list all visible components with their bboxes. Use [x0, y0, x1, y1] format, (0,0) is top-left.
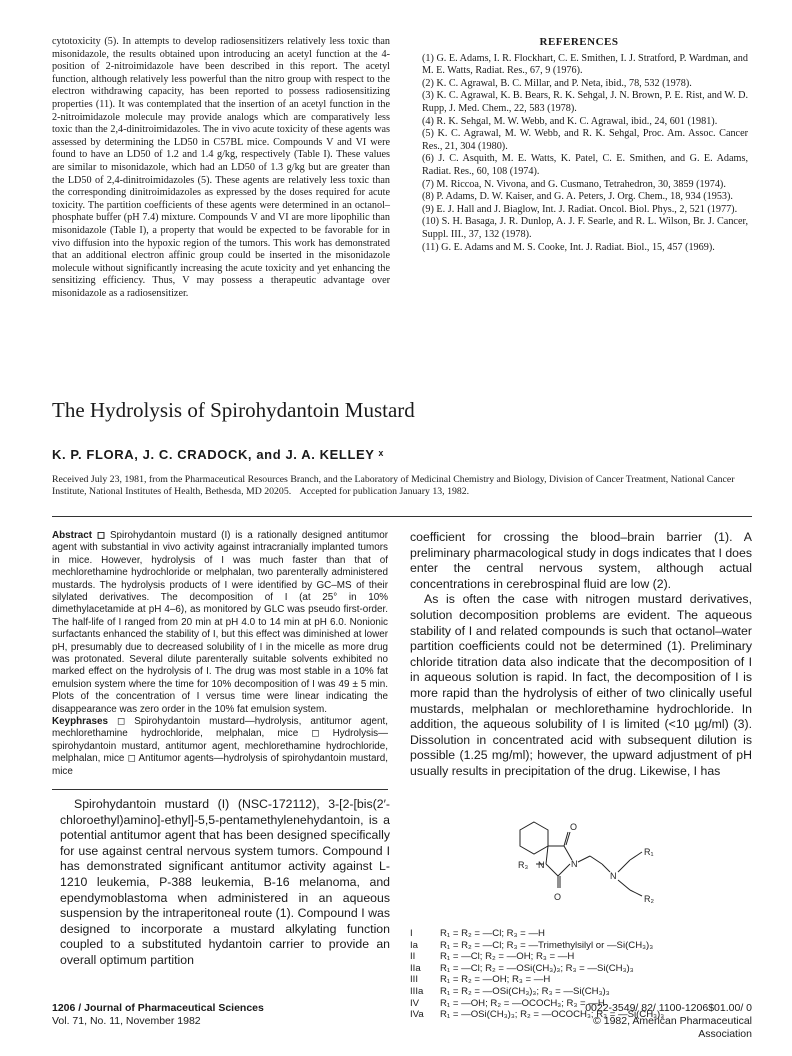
reference-item: (7) M. Riccoa, N. Vivona, and G. Cusmano, Tetrahedron, 30, 3859 (1974).: [422, 178, 726, 190]
compound-id: II: [410, 951, 416, 963]
cyclohexane-ring: [520, 822, 548, 854]
compound-id: IIIa: [410, 985, 424, 997]
oxygen-top: O: [570, 822, 578, 832]
abstract-label: Abstract ◻: [52, 530, 106, 541]
keyphrases-text: ◻ Spirohydantoin mustard—hydrolysis, antitumor agent, mechlorethamine hydrochloride, melphalan, mice ◻ Hydrolysis—spirohydantoin mustard, antitumor agent, mechlorethamine hydrochloride, melphalan, mice ◻ Antitumor agents—hydrolysis of spirohydantoin mustard, mice: [52, 716, 388, 777]
reference-item: (1) G. E. Adams, I. R. Flockhart, C. E. Smithen, I. J. Stratford, P. Wardman, and M. E. Watts, Radiat. Res., 67, 9 (1976).: [422, 52, 748, 77]
r1-label: R₁: [644, 847, 654, 857]
compound-definition: R₁ = R₂ = —Cl; R₃ = —H: [440, 928, 545, 939]
oxygen-bottom: O: [554, 892, 562, 902]
reference-item: (5) K. C. Agrawal, M. W. Webb, and R. K. Sehgal, Proc. Am. Assoc. Cancer Res., 21, 304 (1980).: [422, 128, 748, 152]
reference-item: (6) J. C. Asquith, M. E. Watts, K. Patel, C. E. Smithen, and G. E. Adams, Radiat. Res., 60, 108 (1974).: [422, 153, 748, 177]
legend-row: [410, 974, 760, 986]
footer-left: [52, 1002, 264, 1028]
reference-item: (10) S. H. Basaga, J. R. Dunlop, A. J. F. Searle, and R. L. Wilson, Br. J. Cancer, Suppl. III., 37, 132 (1978).: [422, 216, 748, 240]
intro-paragraph: cytotoxicity (5). In attempts to develop radiosensitizers relatively less toxic than misonidazole, the results obtained upon introducing an acetyl function at the 4-position of 2-nitroimidazole have been described in this report. The acetyl function, although relatively less powerful than the nitro group with respect to the electron withdrawing capacity, has been reported to possess radiosensitizing properties (11). It was contemplated that the insertion of an acetyl function in the 2-nitroimidazole molecule may provide analogs which are comparatively less toxic than the 2,4-dinitroimidazoles. The in vivo acute toxicity of these agents was assessed by determining the LD50 in C57BL mice. Compounds V and VI were found to have an LD50 of 1.2 and 1.4 g/kg, respectively (Table I). These values are similar to misonidazole, which had an LD50 of 1.3 g/kg but are greater than the LD50 of 2,4-dinitroimidazoles (5). These agents are relatively less toxic than the corresponding dinitroimidazoles as expressed by the doses required for acute toxicity. The partition coefficients of these agents were determined in an octanol–phosphate buffer (pH 7.4) mixture. Compounds V and VI are more lipophilic than misonidazole (Table I), a property that would be expected to be favorable for in vivo diffusion into the hypoxic region of the tumors. This work has demonstrated that an additional electron affinic group could be inserted in the misonidazole molecule without significantly increasing the acute toxicity and yet enhancing the sensitizing efficiency. Thus, V may possess a therapeutic advantage over misonidazole as a radiosensitizer.: [52, 36, 390, 299]
footer-copyright: © 1982, American Pharmaceutical Association: [593, 1015, 752, 1040]
footer-right: [560, 1002, 752, 1041]
footer-journal: 1206 / Journal of Pharmaceutical Sciences: [52, 1002, 264, 1014]
r3-label: R₃: [518, 860, 529, 870]
keyphrases: [52, 716, 388, 778]
abstract: [52, 530, 388, 716]
compound-id: Ia: [410, 939, 419, 951]
legend-row: [410, 986, 760, 998]
reference-item: (8) P. Adams, D. W. Kaiser, and G. A. Peters, J. Org. Chem., 18, 934 (1953).: [422, 191, 733, 203]
compound-definition: R₁ = R₂ = —Cl; R₃ = —Trimethylsilyl or —Si(CH₃)₃: [440, 939, 654, 951]
references-section: [410, 36, 748, 254]
compound-id: III: [410, 974, 418, 986]
legend-row: [410, 940, 760, 952]
body-text-right: [410, 530, 752, 780]
abstract-divider: [52, 789, 388, 790]
reference-item: (2) K. C. Agrawal, B. C. Millar, and P. Neta, ibid., 78, 532 (1978).: [422, 77, 692, 89]
r2-label: R₂: [644, 894, 654, 904]
nitrogen-3: N: [610, 871, 617, 881]
reference-item: (3) K. C. Agrawal, K. B. Bears, R. K. Sehgal, J. N. Brown, P. E. Rist, and W. D. Rupp, J. Med. Chem., 22, 583 (1978).: [422, 90, 748, 114]
header-divider: [52, 516, 752, 517]
compound-id: IVa: [410, 1009, 424, 1021]
compound-definition: R₁ = R₂ = —OSi(CH₃)₃; R₃ = —Si(CH₃)₃: [440, 985, 610, 997]
compound-definition: R₁ = —OSi(CH₃)₃; R₂ = —OCOCH₃; R₃ = —Si(CH₃)₃: [440, 1009, 665, 1021]
nitrogen-2: N: [571, 859, 578, 869]
legend-row: [410, 963, 760, 975]
article-title: The Hydrolysis of Spirohydantoin Mustard: [52, 398, 415, 422]
body-paragraph-1: coefficient for crossing the blood–brain barrier (1). A preliminary pharmacological study in dogs indicates that I does enter the central nervous system, although actual concentrations in cerebrospinal fluid are low (2).: [410, 530, 752, 591]
compound-definition: R₁ = —Cl; R₂ = —OSi(CH₃)₃; R₃ = —Si(CH₃)₃: [440, 962, 634, 974]
compound-definition: R₁ = —Cl; R₂ = —OH; R₃ = —H: [440, 951, 575, 963]
reference-list: [410, 53, 748, 255]
compound-id: IIa: [410, 962, 421, 974]
article-authors: K. P. FLORA, J. C. CRADOCK, and J. A. KELLEY ˣ: [52, 447, 384, 462]
references-heading: REFERENCES: [539, 36, 619, 48]
received-text: Received July 23, 1981, from the Pharmaceutical Resources Branch, and the Laboratory of Medicinal Chemistry and Biology, Division of Cancer Treatment, National Cancer Institute, National Institutes of Health, Bethesda, MD 20205.: [52, 474, 735, 498]
legend-row: [410, 928, 760, 940]
keyphrases-label: Keyphrases: [52, 716, 108, 727]
compound-id: I: [410, 928, 413, 939]
legend-row: [410, 951, 760, 963]
footer-volume: Vol. 71, No. 11, November 1982: [52, 1015, 201, 1027]
compound-definition: R₁ = R₂ = —OH; R₃ = —H: [440, 974, 551, 986]
reference-item: (11) G. E. Adams and M. S. Cooke, Int. J. Radiat. Biol., 15, 457 (1969).: [422, 241, 715, 253]
received-note: [52, 474, 752, 499]
body-text-left: Spirohydantoin mustard (I) (NSC-172112), 3-[2-[bis(2′-chloroethyl)amino]-ethyl]-5,5-pentamethylenehydantoin, is a potential antitumor agent that has been designed specifically for use against central nervous system tumors. Compound I has demonstrated significant antitumor activity against L-1210 leukemia, P-388 leukemia, B-16 melanoma, and ependymoblastoma when administered in an aqueous suspension by the intraperitoneal route (1). Compound I was designed to incorporate a mustard alkylating function coupled to a substituted hydantoin carrier to provide an overall optimum partition: [60, 797, 390, 967]
accepted-text: Accepted for publication January 13, 1982.: [299, 486, 470, 498]
nitrogen-1: N: [538, 860, 545, 870]
footer-code: 0022-3549/ 82/ 1100-1206$01.00/ 0: [585, 1002, 752, 1014]
body-paragraph-2: As is often the case with nitrogen mustard derivatives, solution decomposition problems are evident. The aqueous stability of I and related compounds is such that octanol–water partition coefficients could not be determined (1). Preliminary chloride titration data also indicate that the decomposition of I in aqueous solution is rapid. In fact, the decomposition of I is more rapid than the hydrolysis of either of two clinically useful mustards, melphalan or mechlorethamine hydrochloride. In addition, the aqueous solubility of I is limited (<10 µg/ml) (3). Dissolution in concentrated acid with subsequent dilution is possible (1.25 mg/ml); however, the upward adjustment of pH usually results in precipitation of the drug. Likewise, I has: [410, 592, 752, 778]
compound-definition: R₁ = —OH; R₂ = —OCOCH₃; R₃ = —H: [440, 997, 605, 1009]
abstract-text: Spirohydantoin mustard (I) is a rationally designed antitumor agent with substantial in vivo activity against intracranially implanted tumors in mice. However, hydrolysis of I was much faster than that of mechlorethamine hydrochloride or melphalan, two parenterally administered mustards. The hydrolysis products of I were identified by GC–MS of their silylated derivatives. The decomposition of I (at 25° in 10% dimethylacetamide at pH 4–6), as monitored by GLC was pseudo first-order. The half-life of I ranged from 20 min at pH 4.0 to 14 min at pH 6.0. Nonionic surfactants enhanced the stability of I, but this effect was diminished at lower pH, presumably due to decreased solubility of I in the micelle as more drug was protonated. Several dilute parenterally suitable solvents exhibited no marked effect on the hydrolysis of I. The drug was most stable in a 10% fat emulsion system where the time for 10% decomposition of I was 49 ± 5 min. Plots of the concentration of I versus time were linear indicating the disappearance was zero order in the 10% fat emulsion system.: [52, 530, 389, 715]
reference-item: (9) E. J. Hall and J. Biaglow, Int. J. Radiat. Oncol. Biol. Phys., 2, 521 (1977).: [422, 203, 738, 215]
compound-id: IV: [410, 997, 420, 1009]
spirohydantoin-structure: [496, 816, 676, 920]
reference-item: (4) R. K. Sehgal, M. W. Webb, and K. C. Agrawal, ibid., 24, 601 (1981).: [422, 115, 718, 127]
